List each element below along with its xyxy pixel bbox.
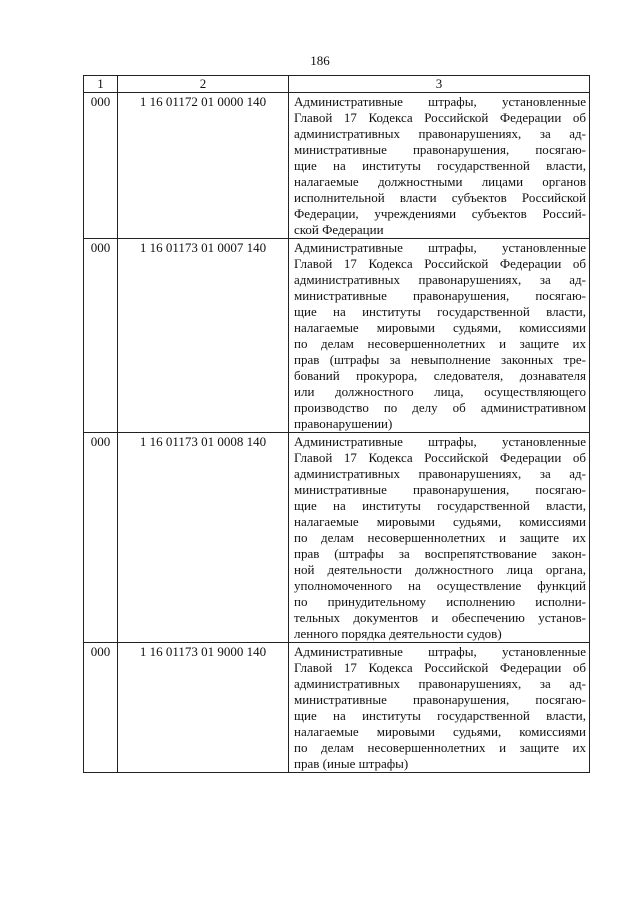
description-line: Административные штрафы, установленные [294, 240, 586, 255]
description-line: министративные правонарушения, посягаю- [294, 288, 586, 303]
description-line: административных правонарушениях, за ад- [294, 272, 586, 287]
admin-code-cell: 000 [84, 93, 118, 239]
description-cell [289, 239, 590, 433]
description-line: по делам несовершеннолетних и защите их [294, 740, 586, 755]
description-line: министративные правонарушения, посягаю- [294, 692, 586, 707]
table-row [84, 643, 590, 773]
header-col-2: 2 [118, 76, 289, 93]
header-col-1: 1 [84, 76, 118, 93]
description-line: уполномоченного на осуществление функций [294, 578, 586, 593]
description-line: исполнительной власти субъектов Российской [294, 190, 586, 205]
description-line: по делам несовершеннолетних и защите их [294, 336, 586, 351]
description-line: ской Федерации [294, 222, 384, 237]
description-line: Административные штрафы, установленные [294, 434, 586, 449]
description-line: прав (иные штрафы) [294, 756, 409, 771]
description-line: тельных документов и обеспечению установ- [294, 610, 586, 625]
description-line: или должностного лица, осуществляющего [294, 384, 586, 399]
description-line: налагаемые мировыми судьями, комиссиями [294, 320, 586, 335]
table-row [84, 239, 590, 433]
description-line: Административные штрафы, установленные [294, 94, 586, 109]
header-col-3: 3 [289, 76, 590, 93]
description-line: административных правонарушениях, за ад- [294, 126, 586, 141]
description-line: Административные штрафы, установленные [294, 644, 586, 659]
description-line: ленного порядка деятельности судов) [294, 626, 502, 641]
table-row [84, 433, 590, 643]
kbk-code-cell: 1 16 01173 01 9000 140 [118, 643, 289, 773]
description-line: щие на институты государственной власти, [294, 158, 586, 173]
description-line: административных правонарушениях, за ад- [294, 466, 586, 481]
description-line: правонарушении) [294, 416, 393, 431]
description-line: прав (штрафы за воспрепятствование закон- [294, 546, 586, 561]
description-line: производство по делу об административном [294, 400, 586, 415]
description-cell [289, 93, 590, 239]
kbk-code-cell: 1 16 01173 01 0007 140 [118, 239, 289, 433]
admin-code-cell: 000 [84, 643, 118, 773]
description-line: министративные правонарушения, посягаю- [294, 482, 586, 497]
description-line: прав (штрафы за невыполнение законных тре- [294, 352, 586, 367]
description-line: налагаемые мировыми судьями, комиссиями [294, 724, 586, 739]
description-line: Главой 17 Кодекса Российской Федерации об [294, 256, 586, 271]
description-line: щие на институты государственной власти, [294, 498, 586, 513]
description-line: бований прокурора, следователя, дознавателя [294, 368, 586, 383]
description-line: Главой 17 Кодекса Российской Федерации об [294, 450, 586, 465]
description-line: по принудительному исполнению исполни- [294, 594, 586, 609]
description-line: щие на институты государственной власти, [294, 304, 586, 319]
description-cell [289, 433, 590, 643]
table-header-row [84, 76, 590, 93]
admin-code-cell: 000 [84, 433, 118, 643]
description-line: Главой 17 Кодекса Российской Федерации об [294, 110, 586, 125]
budget-codes-table [83, 75, 590, 773]
description-line: Главой 17 Кодекса Российской Федерации об [294, 660, 586, 675]
description-line: Федерации, учреждениями субъектов Россий- [294, 206, 586, 221]
kbk-code-cell: 1 16 01173 01 0008 140 [118, 433, 289, 643]
table-row [84, 93, 590, 239]
admin-code-cell: 000 [84, 239, 118, 433]
description-line: налагаемые должностными лицами органов [294, 174, 586, 189]
description-line: министративные правонарушения, посягаю- [294, 142, 586, 157]
description-line: ной деятельности должностного лица органа, [294, 562, 586, 577]
description-line: налагаемые мировыми судьями, комиссиями [294, 514, 586, 529]
description-line: щие на институты государственной власти, [294, 708, 586, 723]
kbk-code-cell: 1 16 01172 01 0000 140 [118, 93, 289, 239]
description-cell [289, 643, 590, 773]
description-line: по делам несовершеннолетних и защите их [294, 530, 586, 545]
description-line: административных правонарушениях, за ад- [294, 676, 586, 691]
page-number: 186 [310, 53, 330, 68]
